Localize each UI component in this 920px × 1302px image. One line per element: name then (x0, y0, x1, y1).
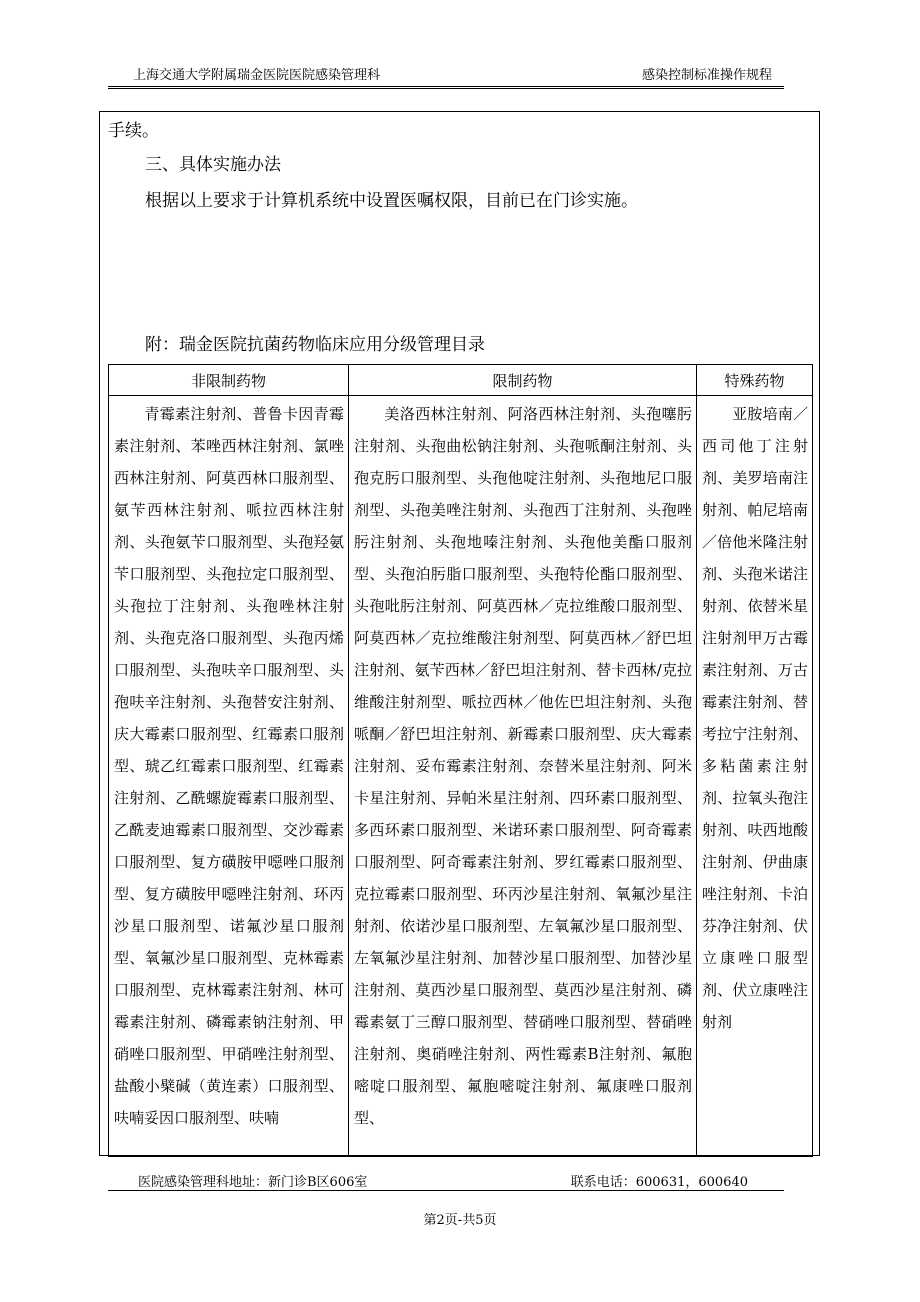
header-unrestricted: 非限制药物 (109, 365, 349, 396)
unrestricted-drug-list: 青霉素注射剂、普鲁卡因青霉素注射剂、苯唑西林注射剂、氯唑西林注射剂、阿莫西林口服剂型、氨苄西林注射剂、哌拉西林注射剂、头孢氨苄口服剂型、头孢羟氨苄口服剂型、头孢拉定口服剂型、头孢拉丁注射剂、头孢唑林注射剂、头孢克洛口服剂型、头孢丙烯口服剂型、头孢呋辛口服剂型、头孢呋辛注射剂、头孢替安注射剂、庆大霉素口服剂型、红霉素口服剂型、琥乙红霉素口服剂型、红霉素注射剂、乙酰螺旋霉素口服剂型、乙酰麦迪霉素口服剂型、交沙霉素口服剂型、复方磺胺甲噁唑口服剂型、复方磺胺甲噁唑注射剂、环丙沙星口服剂型、诺氟沙星口服剂型、氧氟沙星口服剂型、克林霉素口服剂型、克林霉素注射剂、林可霉素注射剂、磷霉素钠注射剂、甲硝唑口服剂型、甲硝唑注射剂型、盐酸小檗碱（黄连素）口服剂型、呋喃妥因口服剂型、呋喃 (114, 405, 344, 1127)
antibiotic-classification-table (108, 364, 813, 1157)
section-heading: 三、具体实施办法 (145, 155, 281, 175)
header-department: 上海交通大学附属瑞金医院医院感染管理科 (133, 68, 381, 83)
page-number: 第2页-共5页 (423, 1213, 497, 1228)
table-row (109, 396, 813, 1157)
attachment-title: 附：瑞金医院抗菌药物临床应用分级管理目录 (145, 335, 485, 355)
footer-phone: 联系电话：600631，600640 (570, 1175, 748, 1190)
cell-special-drugs (697, 396, 813, 1157)
footer-address: 医院感染管理科地址：新门诊B区606室 (138, 1175, 368, 1190)
header-restricted: 限制药物 (349, 365, 697, 396)
header-doc-title: 感染控制标准操作规程 (641, 68, 772, 83)
restricted-drug-list: 美洛西林注射剂、阿洛西林注射剂、头孢噻肟注射剂、头孢曲松钠注射剂、头孢哌酮注射剂、头孢克肟口服剂型、头孢他啶注射剂、头孢地尼口服剂型、头孢美唑注射剂、头孢西丁注射剂、头孢唑肟注射剂、头孢地嗪注射剂、头孢他美酯口服剂型、头孢泊肟脂口服剂型、头孢特伦酯口服剂型、头孢吡肟注射剂、阿莫西林／克拉维酸口服剂型、阿莫西林／克拉维酸注射剂型、阿莫西林／舒巴坦注射剂、氨苄西林／舒巴坦注射剂、替卡西林/克拉维酸注射剂型、哌拉西林／他佐巴坦注射剂、头孢哌酮／舒巴坦注射剂、新霉素口服剂型、庆大霉素注射剂、妥布霉素注射剂、奈替米星注射剂、阿米卡星注射剂、异帕米星注射剂、四环素口服剂型、多西环素口服剂型、米诺环素口服剂型、阿奇霉素口服剂型、阿奇霉素注射剂、罗红霉素口服剂型、克拉霉素口服剂型、环丙沙星注射剂、氧氟沙星注射剂、依诺沙星口服剂型、左氧氟沙星口服剂型、左氧氟沙星注射剂、加替沙星口服剂型、加替沙星注射剂、莫西沙星口服剂型、莫西沙星注射剂、磷霉素氨丁三醇口服剂型、替硝唑口服剂型、替硝唑注射剂、奥硝唑注射剂、两性霉素B注射剂、氟胞嘧啶口服剂型、氟胞嘧啶注射剂、氟康唑口服剂型、 (354, 405, 692, 1127)
footer-rule (108, 1190, 784, 1191)
continuation-text: 手续。 (108, 121, 159, 141)
cell-unrestricted-drugs (109, 396, 349, 1157)
cell-restricted-drugs (349, 396, 697, 1157)
table-header-row (109, 365, 813, 396)
header-rule (108, 86, 784, 87)
header-rule-secondary (108, 88, 784, 89)
special-drug-list: 亚胺培南／西司他丁注射剂、美罗培南注射剂、帕尼培南／倍他米隆注射剂、头孢米诺注射剂、依替米星注射剂甲万古霉素注射剂、万古霉素注射剂、替考拉宁注射剂、多粘菌素注射剂、拉氧头孢注射剂、呋西地酸注射剂、伊曲康唑注射剂、卡泊芬净注射剂、伏立康唑口服型剂、伏立康唑注射剂 (702, 405, 808, 1031)
body-paragraph: 根据以上要求于计算机系统中设置医嘱权限，目前已在门诊实施。 (145, 191, 638, 211)
header-special: 特殊药物 (697, 365, 813, 396)
